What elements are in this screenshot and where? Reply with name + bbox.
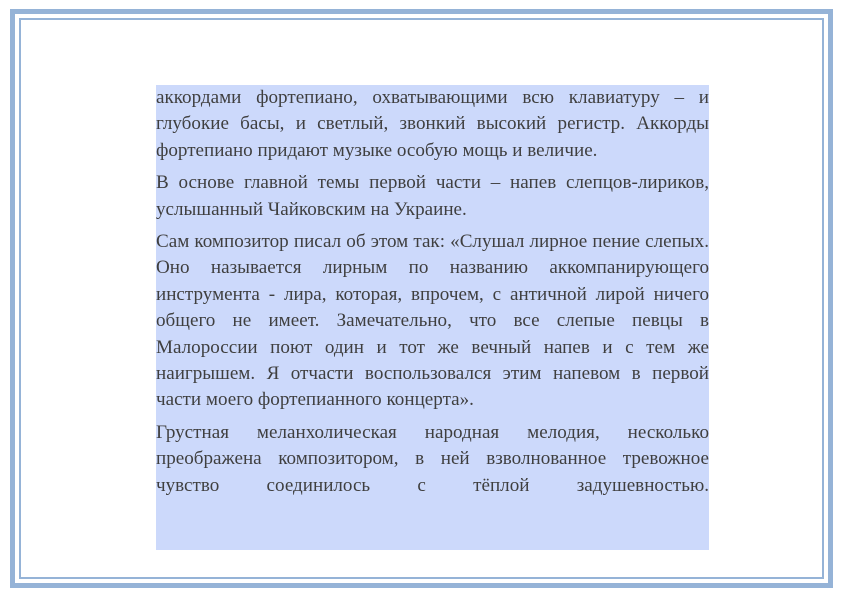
slide-text-box bbox=[156, 85, 709, 550]
paragraph-main-theme: В основе главной темы первой части – напев слепцов-лириков, услышанный Чайковским на Украине. bbox=[156, 172, 709, 220]
paragraph-folk-melody: Грустная меланхолическая народная мелодия, несколько преображена композитором, в ней взволнованное тревожное чувство соединилось с тёплой задушевностью. bbox=[156, 421, 709, 496]
paragraph-piano-chords: аккордами фортепиано, охватывающими всю клавиатуру – и глубокие басы, и светлый, звонкий высокий регистр. Аккорды фортепиано придают музыке особую мощь и величие. bbox=[156, 87, 709, 161]
paragraph-composer-quote: Сам композитор писал об этом так: «Слушал лирное пение слепых. Оно называется лирным по названию аккомпанирующего инструмента - лира, которая, впрочем, с античной лирой ничего общего не имеет. Замечательно, что все слепые певцы в Малороссии поют один и тот же вечный напев и с тем же наигрышем. Я отчасти воспользовался этим напевом в первой части моего фортепианного концерта». bbox=[156, 231, 709, 411]
